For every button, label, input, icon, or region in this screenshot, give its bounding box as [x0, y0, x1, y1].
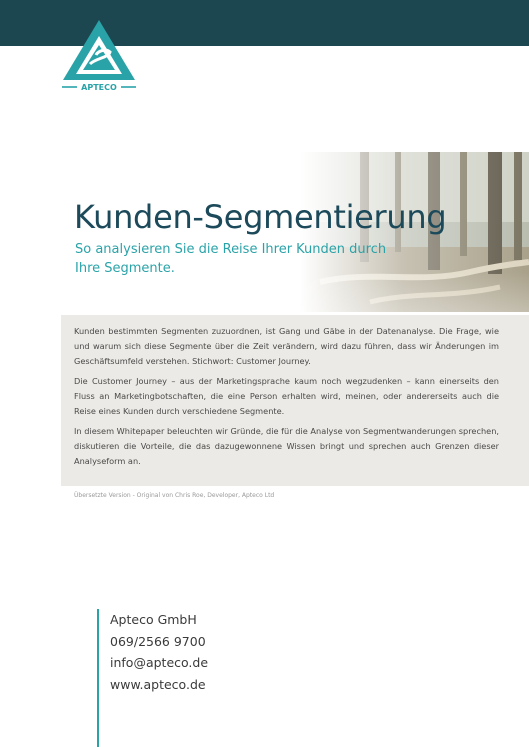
website-link[interactable]: www.apteco.de — [110, 676, 206, 692]
contact-block — [110, 609, 208, 695]
abstract-paragraph: Die Customer Journey – aus der Marketingsprache kaum noch wegzudenken – kann einerseits den Fluss an Marketingbotschaften, die eine Person erhalten wird, meinen, oder andererseits auch die Reise eines Kunden durch verschiedene Segmente. — [74, 376, 499, 416]
abstract-paragraph: Kunden bestimmten Segmenten zuzuordnen, ist Gang und Gäbe in der Datenanalyse. Die Frage, wie und warum sich diese Segmente über die Zeit verändern, wird dazu führen, dass wir Änderungen im Geschäftsumfeld verstehen. Stichwort: Customer Journey. — [74, 326, 499, 366]
company-name: Apteco GmbH — [110, 612, 197, 627]
document-subtitle: So analysieren Sie die Reise Ihrer Kunden durch Ihre Segmente. — [75, 242, 387, 276]
document-title: Kunden-Segmentierung — [74, 198, 447, 236]
email-link[interactable]: info@apteco.de — [110, 655, 209, 670]
logo-wordmark: APTECO — [81, 83, 117, 92]
translation-credit: Übersetzte Version - Original von Chris Roe, Developer, Apteco Ltd — [74, 492, 275, 499]
abstract-paragraph: In diesem Whitepaper beleuchten wir Gründe, die für die Analyse von Segmentwanderungen sprechen, diskutieren die Vorteile, die das dazugewonnene Wissen bringt und sprechen auch Grenzen dieser Analyseform an. — [74, 426, 499, 466]
contact-divider — [97, 609, 99, 747]
abstract-box — [61, 315, 529, 486]
phone-number: 069/2566 9700 — [110, 633, 206, 649]
apteco-logo — [60, 18, 138, 96]
